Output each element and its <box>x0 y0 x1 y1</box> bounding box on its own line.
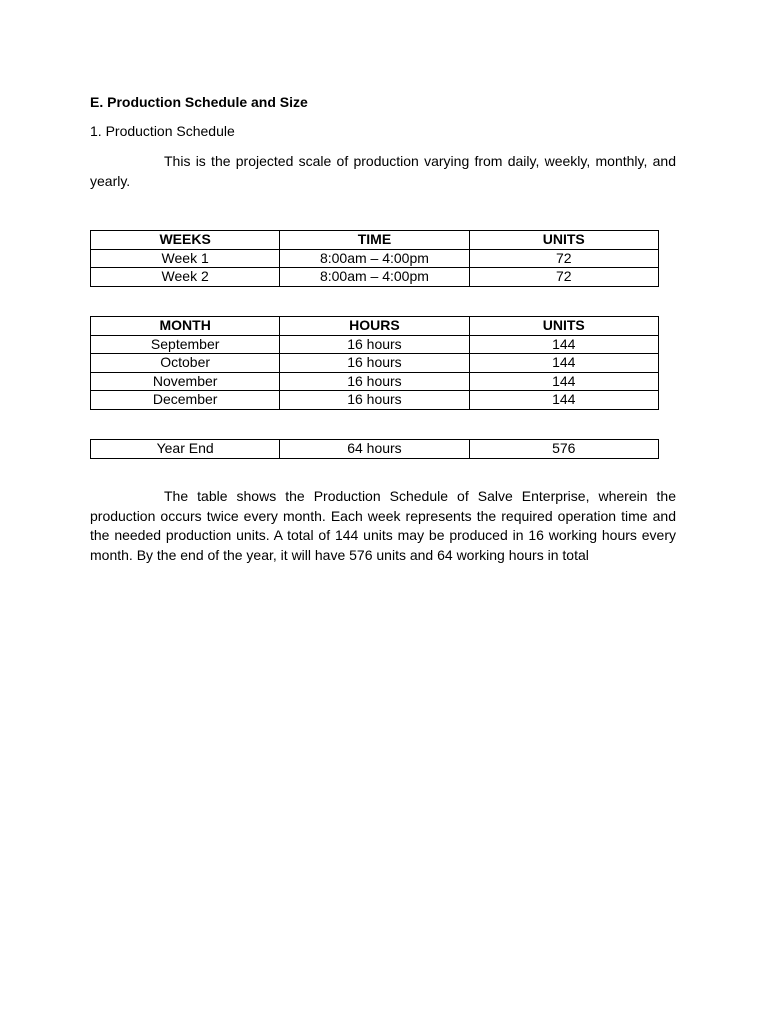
year-end-label: Year End <box>91 440 280 459</box>
year-end-hours: 64 hours <box>280 440 469 459</box>
table-cell: Week 2 <box>91 268 280 287</box>
summary-paragraph: The table shows the Production Schedule of Salve Enterprise, wherein the production occurs twice every month. Each week represents the required operation time and the needed production units. A total of 144 units may be produced in 16 working hours every month. By the end of the year, it will have 576 units and 64 working hours in total <box>90 488 676 563</box>
column-header-time: TIME <box>280 231 469 250</box>
table-cell: 16 hours <box>280 372 469 391</box>
column-header-hours: HOURS <box>280 317 469 336</box>
table-cell: 144 <box>469 354 658 373</box>
year-end-table <box>90 439 659 459</box>
table-cell: 144 <box>469 335 658 354</box>
table-cell: 16 hours <box>280 335 469 354</box>
table-row <box>91 440 659 459</box>
section-heading: E. Production Schedule and Size <box>90 94 308 110</box>
table-cell: December <box>91 391 280 410</box>
months-table <box>90 316 659 410</box>
intro-paragraph: This is the projected scale of production varying from daily, weekly, monthly, and yearly. <box>90 153 676 189</box>
table-cell: 72 <box>469 268 658 287</box>
table-cell: 16 hours <box>280 391 469 410</box>
table-row <box>91 391 659 410</box>
table-row <box>91 372 659 391</box>
table-cell: September <box>91 335 280 354</box>
table-cell: 144 <box>469 372 658 391</box>
table-header-row <box>91 231 659 250</box>
column-header-units: UNITS <box>469 317 658 336</box>
subsection-heading: 1. Production Schedule <box>90 123 235 139</box>
table-cell: 8:00am – 4:00pm <box>280 249 469 268</box>
table-cell: October <box>91 354 280 373</box>
weeks-table <box>90 230 659 287</box>
column-header-weeks: WEEKS <box>91 231 280 250</box>
table-cell: November <box>91 372 280 391</box>
table-row <box>91 268 659 287</box>
table-row <box>91 354 659 373</box>
table-cell: 144 <box>469 391 658 410</box>
table-cell: 72 <box>469 249 658 268</box>
table-cell: 16 hours <box>280 354 469 373</box>
table-header-row <box>91 317 659 336</box>
year-end-units: 576 <box>469 440 658 459</box>
column-header-month: MONTH <box>91 317 280 336</box>
column-header-units: UNITS <box>469 231 658 250</box>
table-row <box>91 249 659 268</box>
table-cell: Week 1 <box>91 249 280 268</box>
table-cell: 8:00am – 4:00pm <box>280 268 469 287</box>
table-row <box>91 335 659 354</box>
